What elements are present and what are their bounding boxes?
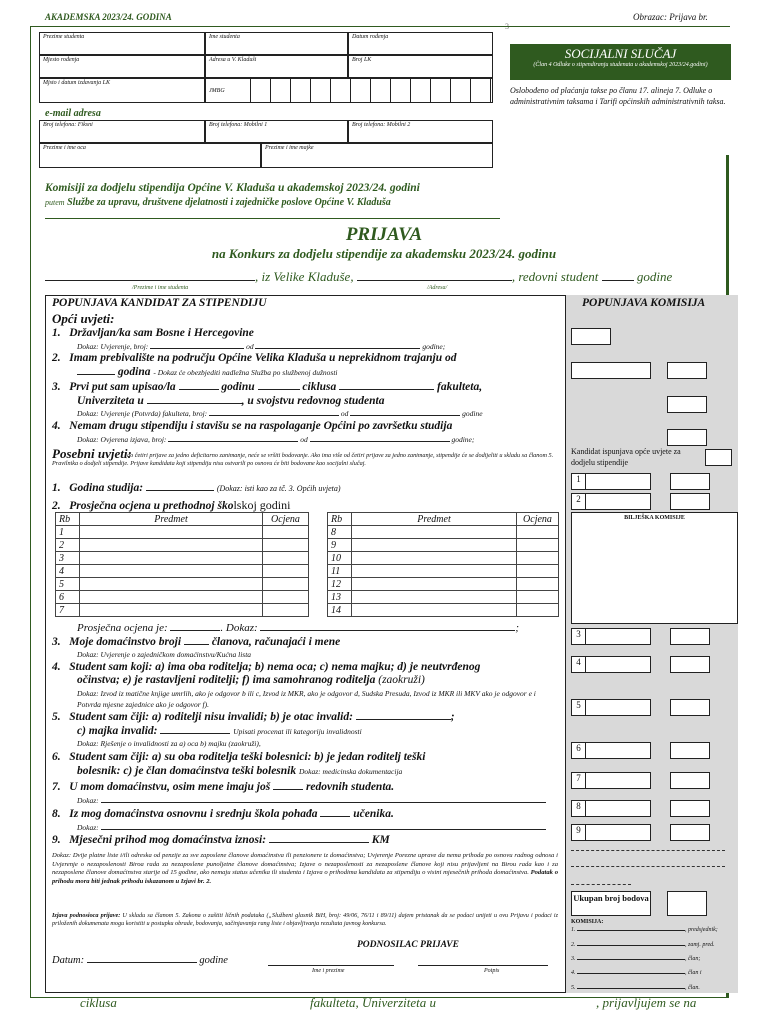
points-box-3[interactable] — [670, 628, 710, 645]
commission-box-g2a[interactable] — [571, 362, 651, 379]
special-2: 2. Prosječna ocjena u prethodnoj školskoj godini — [52, 498, 291, 512]
score-box-5[interactable]: 5 — [571, 699, 651, 716]
social-case-box: SOCIJALNI SLUČAJ (Član 4 Odluke o stipendiranju studenata u akademskoj 2023/24.godini) — [510, 44, 731, 80]
grades-table-right[interactable]: Rb Predmet Ocjena 8 9 10 11 12 13 14 — [327, 512, 559, 617]
eligibility-label: Kandidat ispunjava opće uvjete za dodjelu stipendije — [571, 447, 681, 467]
surname-field[interactable]: Prezime studenta — [39, 32, 205, 55]
consent-statement: Izjava podnosioca prijave: U skladu sa članom 5. Zakona o zaštiti ličnih podataka („Službeni glasnik BiH, broj: 49/06, 76/11 i 89/11) dajem pristanak da se podaci unijeti u ovu Prijavu i podaci iz priloženih dokumenata mogu koristiti u postupku obrade, bodovanja, sačinjavanja rang liste i objavljivanja rezultata javnog konkursa. — [52, 912, 559, 927]
eligibility-box[interactable] — [705, 449, 732, 466]
special-5: 5. Student sam čiji: a) roditelji nisu invalidi; b) je otac invalid: ; — [52, 711, 455, 723]
jmbg-field[interactable]: JMBG — [205, 78, 493, 103]
points-box-4[interactable] — [670, 656, 710, 673]
committee-member-3: 3. , član; — [571, 956, 701, 962]
score-box-2[interactable]: 2 — [571, 493, 651, 510]
special-3: 3. Moje domaćinstvo broji članova, računajaći i mene — [52, 636, 341, 648]
score-box-9[interactable]: 9 — [571, 824, 651, 841]
candidate-section-title: POPUNJAVA KANDIDAT ZA STIPENDIJU — [52, 297, 267, 309]
phone-mobile2-field[interactable]: Broj telefona: Mobilni 2 — [348, 120, 493, 143]
commission-box-g2b[interactable] — [667, 362, 707, 379]
fee-exemption-note: Oslobođeno od plaćanja takse po članu 17. alineja 7. Odluke o administrativnim taksama i Tarifi općinskih administrativnih taksa. — [510, 86, 726, 106]
commission-section-title: POPUNJAVA KOMISIJA — [582, 297, 706, 309]
total-points-label: Ukupan broj bodova — [571, 891, 651, 916]
signature-label: Potpis — [484, 968, 500, 974]
name-field[interactable]: Ime studenta — [205, 32, 348, 55]
name-signature-label: Ime i prezime — [312, 968, 345, 974]
birthdate-field[interactable]: Datum rođenja — [348, 32, 493, 55]
phone-fixed-field[interactable]: Broj telefona: Fiksni — [39, 120, 205, 143]
points-box-7[interactable] — [670, 772, 710, 789]
margin-mark: 3 — [505, 22, 509, 31]
commission-note-box[interactable]: BILJEŠKA KOMISIJE — [571, 512, 738, 624]
score-box-1[interactable]: 1 — [571, 473, 651, 490]
commission-box-g4[interactable] — [667, 429, 707, 446]
points-box-1[interactable] — [670, 473, 710, 490]
applicant-line[interactable]: , iz Velike Kladuše, , redovni student godine — [45, 269, 672, 285]
form-subtitle: na Konkurs za dodjelu stipendije za akademsku 2023/24. godinu — [211, 246, 557, 261]
committee-member-2: 2. , zamj. pred. — [571, 942, 715, 948]
condition-2: 2. Imam prebivalište na području Općine Velika Kladuša u neprekidnom trajanju od — [52, 352, 457, 364]
footer-faculty: fakulteta, Univerziteta u — [310, 995, 437, 1010]
committee-member-4: 4. , član i — [571, 970, 702, 976]
committee-member-1: 1. , predsjednik; — [571, 927, 718, 933]
score-box-6[interactable]: 6 — [571, 742, 651, 759]
condition-4: 4. Nemam drugu stipendiju i stavišu se na raspolaganje Općini po završetku studija — [52, 420, 453, 432]
commission-box-g1[interactable] — [571, 328, 611, 345]
special-6: 6. Student sam čiji: a) su oba roditelja teški bolesnici: b) je jedan roditelj teški — [52, 751, 426, 763]
date-line[interactable]: Datum: godine — [52, 955, 228, 966]
id-card-field[interactable]: Broj LK — [348, 55, 493, 78]
score-box-4[interactable]: 4 — [571, 656, 651, 673]
commission-line: Komisiji za dodjelu stipendija Općine V. Kladuša u akademskoj 2023/24. godini — [45, 182, 420, 194]
footer-apply: , prijavljujem se na — [596, 995, 697, 1010]
form-number-label: Obrazac: Prijava br. — [633, 12, 708, 22]
special-1: 1. Godina studija: (Dokaz: isti kao za tč. 3. Općih uvjeta) — [52, 482, 341, 494]
special-8: 8. Iz mog domaćinstva osnovnu i srednju škola pohađa učenika. — [52, 808, 394, 820]
condition-1: 1. Državljan/ka sam Bosne i Hercegovine — [52, 327, 254, 339]
special-4: 4. Student sam koji: a) ima oba roditelja; b) nema oca; c) nema majku; d) je neutvrđenog — [52, 661, 481, 673]
points-box-9[interactable] — [670, 824, 710, 841]
points-box-8[interactable] — [670, 800, 710, 817]
email-label: e-mail adresa — [45, 108, 101, 119]
points-box-2[interactable] — [670, 493, 710, 510]
score-box-8[interactable]: 8 — [571, 800, 651, 817]
score-box-3[interactable]: 3 — [571, 628, 651, 645]
form-title: PRIJAVA — [345, 224, 423, 245]
condition-3: 3. Prvi put sam upisao/la godinu ciklusa fakulteta, — [52, 381, 483, 393]
phone-mobile1-field[interactable]: Broj telefona: Mobilni 1 — [205, 120, 348, 143]
special-9: 9. Mjesečni prihod mog domaćinstva iznosi: KM — [52, 834, 390, 846]
score-box-7[interactable]: 7 — [571, 772, 651, 789]
special-conditions-note: (do četiri prijave za jedno deficitarno zanimanje, neće se vršiti bodovanje. Ako ima više od četiri prijave za jedno zanimanje, stipendije će se dodijeliti u skladu sa članom 5. Pravilnika o dodjeli stipendije. Prijave kandidata koji stipendiju nisu ostvarili po osnovu će biti bodovane kao socijalni slučaj. — [52, 452, 554, 467]
header-year: AKADEMSKA 2023/24. GODINA — [45, 12, 172, 22]
mother-name-field[interactable]: Prezime i ime majke — [261, 143, 493, 168]
father-name-field[interactable]: Prezime i ime oca — [39, 143, 261, 168]
birthplace-field[interactable]: Mjesto rođenja — [39, 55, 205, 78]
total-points-box[interactable] — [667, 891, 707, 916]
income-proof-note: Dokaz: Dvije platne liste i/ili odreska od penzije za sve zaposlene članove domaćinstva ili penzionere iz domaćinstva; Uvjerenje Porezne uprave da nema prihoda po osnovu radnog odnosa i Uvjerenje o nezaposlenosti Biroa rada za nezaposlene punoljetne članove domaćinstva; Izjave o nezaposlenosti za nezaposlene članove koji nisu prijavljeni na Birou rada kao i za nezaposlene članove domaćinstva starije od 15 godine, ako nemaju status učenika ili studenta i Izjava o prihodima kandidata za stipendiju o visini mjesečnih prihoda domaćinstva. Podatak o prihodu mora biti jednak prihodu iskazanom u Izjavi br. 2. — [52, 852, 558, 885]
committee-member-5: 5. , član. — [571, 985, 700, 991]
grades-table-left[interactable]: Rb Predmet Ocjena 1 2 3 4 5 6 7 — [55, 512, 309, 617]
footer-cycle: ciklusa — [80, 995, 117, 1010]
address-field[interactable]: Adresa u V. Kladuši — [205, 55, 348, 78]
special-7: 7. U mom domaćinstvu, osim mene imaju još redovnih studenta. — [52, 781, 395, 793]
commission-box-g3[interactable] — [667, 396, 707, 413]
id-issue-field[interactable]: Mjsto i datum izdavanja LK — [39, 78, 205, 103]
points-box-6[interactable] — [670, 742, 710, 759]
points-box-5[interactable] — [670, 699, 710, 716]
